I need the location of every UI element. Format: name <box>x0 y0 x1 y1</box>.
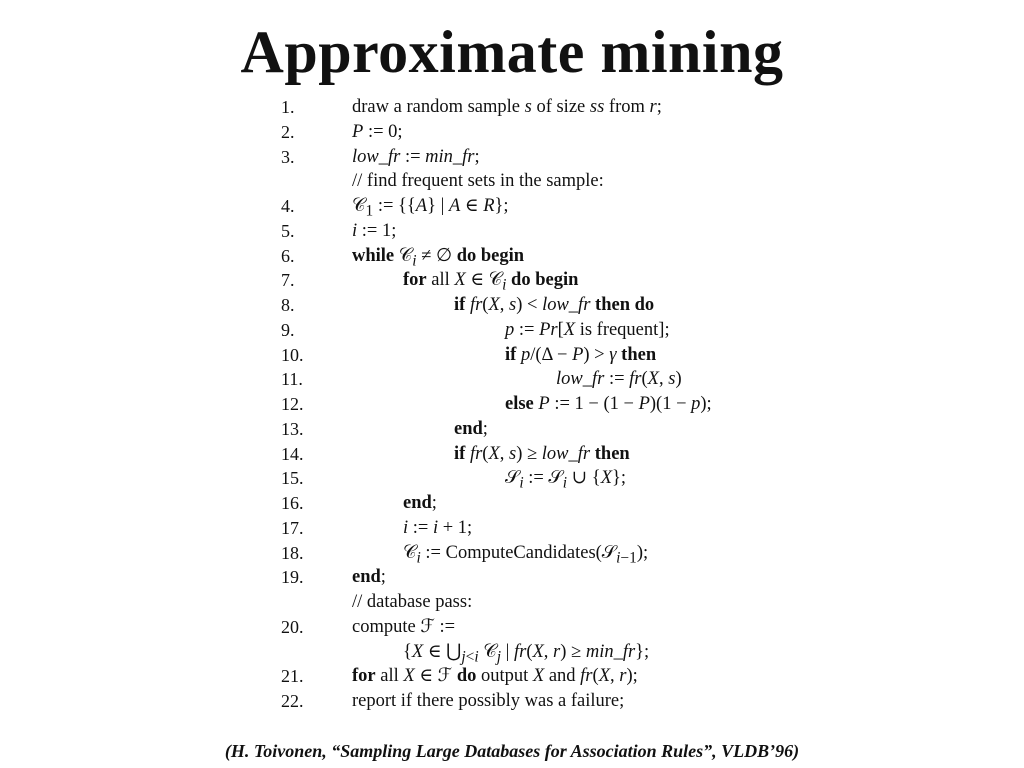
code-line: if fr(X, s) ≥ low_fr then <box>454 443 630 464</box>
code-line: // database pass: <box>352 592 473 612</box>
line-number: 14. <box>281 443 304 464</box>
code-line: else P := 1 − (1 − P)(1 − p); <box>505 394 712 414</box>
code-line: for all X ∈ ℱ do output X and fr(X, r); <box>352 666 638 687</box>
line-number: 3. <box>281 146 295 167</box>
code-line: if fr(X, s) < low_fr then do <box>454 295 655 315</box>
code-line: P := 0; <box>352 121 403 142</box>
citation: (H. Toivonen, “Sampling Large Databases for Association Rules”, VLDB’96) <box>224 741 800 761</box>
line-number: 2. <box>281 121 295 142</box>
code-line: 𝒮$_i$ := 𝒮$_i$ ∪ {X}; <box>505 468 627 492</box>
line-number: 10. <box>281 344 304 365</box>
line-number: 20. <box>281 616 304 637</box>
line-number: 12. <box>281 394 304 414</box>
code-line: p := Pr[X is frequent]; <box>505 319 670 340</box>
code-line: i := 1; <box>352 220 397 241</box>
code-line: compute ℱ := <box>352 616 456 637</box>
slide-title: Approximate mining <box>240 19 784 85</box>
code-line: end; <box>454 418 488 439</box>
code-line: for all X ∈ 𝒞$_i$ do begin <box>403 270 579 294</box>
code-line: draw a random sample s of size ss from r; <box>352 97 662 117</box>
code-line: end; <box>352 567 386 588</box>
line-number: 22. <box>281 691 304 711</box>
code-line: low_fr := min_fr; <box>352 146 480 167</box>
line-number: 18. <box>281 542 304 563</box>
code-line: while 𝒞$_i$ ≠ ∅ do begin <box>352 245 525 270</box>
line-number: 13. <box>281 418 304 439</box>
code-line: 𝒞$_i$ := ComputeCandidates(𝒮$_{i-1}$); <box>403 542 649 567</box>
line-number: 6. <box>281 245 295 266</box>
code-line: // find frequent sets in the sample: <box>352 171 604 192</box>
line-number: 11. <box>281 369 303 390</box>
code-line: end; <box>403 493 437 513</box>
code-line: {X ∈ $⋃_{j<i}$ 𝒞$_j$ | fr(X, r) ≥ min_fr}; <box>403 641 650 666</box>
code-line: if p/(Δ − P) > γ then <box>505 344 657 365</box>
code-line: i := i + 1; <box>403 517 473 538</box>
line-number: 4. <box>281 196 295 216</box>
line-number: 15. <box>281 468 304 489</box>
line-number: 17. <box>281 517 304 538</box>
line-number: 16. <box>281 493 304 513</box>
line-number: 7. <box>281 270 295 291</box>
line-number: 19. <box>281 567 304 588</box>
line-number: 8. <box>281 295 295 315</box>
line-number: 1. <box>281 97 295 117</box>
code-line: report if there possibly was a failure; <box>352 691 625 711</box>
line-number: 9. <box>281 319 295 340</box>
line-number: 5. <box>281 220 295 241</box>
code-line: 𝒞$_1$ := {{A} | A ∈ R}; <box>352 196 509 220</box>
line-number: 21. <box>281 666 304 687</box>
code-line: low_fr := fr(X, s) <box>556 369 682 390</box>
